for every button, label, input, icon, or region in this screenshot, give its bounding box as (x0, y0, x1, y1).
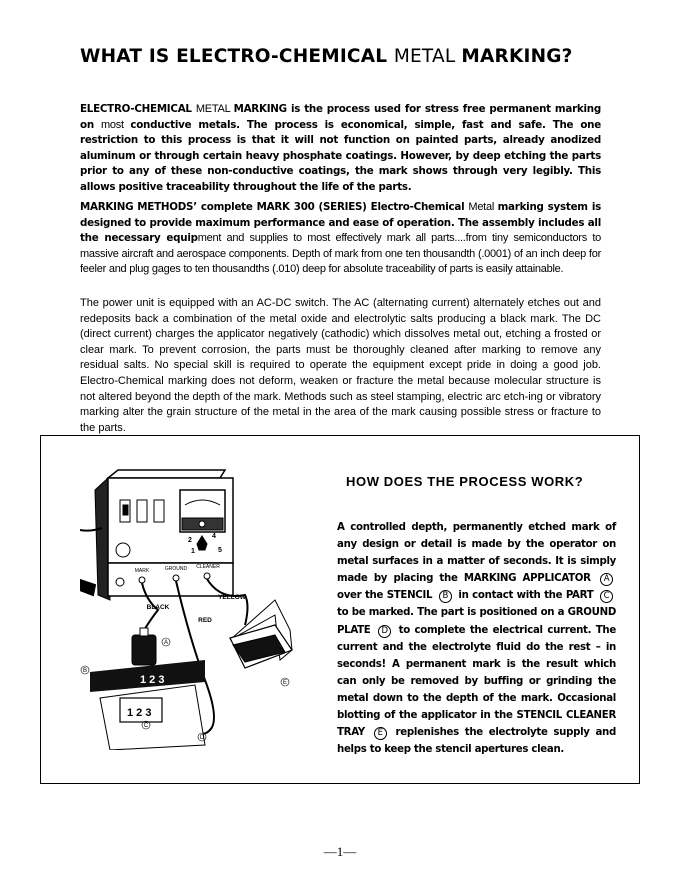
text: replenishes the electrolyte supply and helps to keep the stencil apertures clean. (337, 727, 616, 756)
text: METAL (195, 103, 234, 115)
black-wire-label: BLACK (146, 604, 170, 611)
callout-a: A (163, 640, 169, 646)
text: over the STENCIL (337, 590, 436, 602)
knob-number: 1 (191, 548, 195, 555)
callout-c: C (143, 723, 149, 729)
text: A controlled depth, permanently etched mark of any design or detail is made by the operator on metal surfaces in a matter of seconds. It is simply made by placing the MARKING APPLICATOR (337, 522, 616, 585)
marking-applicator (132, 628, 156, 665)
power-unit-paragraph: The power unit is equipped with an AC-DC switch. The AC (alternating current) alternately etches out and redeposits back a combination of the metal oxide and electrolytic salts producing a black mark. The DC (direct current) charges the applicator negatively (cathodic) which dissolves metal out, etching a frosted or clear mark. To prevent corrosion, the parts must be thoroughly cleaned after marking to remove any residual salts. No special skill is required to operate the equipment except pride in doing a good job. Electro-Chemical marking does not deform, weaken or fracture the metal because molecular structure is not altered beyond the depth of the mark. Methods such as steel stamping, electric arc etch-ing or vibratory marking alter the grain structure of the metal in the area of the mark causing possible stress or fracture to the parts. (80, 297, 601, 434)
text: ELECTRO-CHEMICAL (80, 103, 196, 115)
jack-label: GROUND (164, 566, 188, 572)
callout-e-marker: E (374, 727, 387, 740)
text: to be marked. The part is positioned on a GROUND PLATE (337, 607, 616, 636)
text: MARKING is the process used for stress free permanent marking on (80, 103, 601, 131)
text: MARKING METHODS’ complete MARK 300 (SERIES) Electro-Chemical (80, 201, 469, 213)
page-number: —1— (323, 844, 357, 859)
callout-b: B (82, 668, 88, 674)
callout-d-marker: D (378, 625, 391, 638)
text: in contact with the PART (454, 590, 597, 602)
ground-plate (100, 685, 205, 750)
callout-c-marker: C (600, 590, 613, 603)
title-part: METAL (393, 46, 462, 67)
title-part: MARKING? (461, 46, 573, 67)
callout-a-marker: A (600, 573, 613, 586)
yellow-wire-label: YELLOW (218, 594, 246, 601)
text: ment and supplies to most effectively mark all parts....from tiny semiconductors to massive aircraft and aerospace components. Depth of mark from one ten thousandth (.0001) of an inch deep for feeler and plug gages to ten thousandths (.010) deep for absolute traceability of parts is easily attainable. (80, 232, 601, 276)
callout-d: D (199, 735, 205, 741)
jack-label: MARK (134, 568, 150, 574)
process-description (337, 519, 616, 758)
system-paragraph (80, 200, 601, 278)
intro-paragraph (80, 102, 601, 196)
knob-number: 5 (218, 547, 222, 554)
title-part: WHAT IS ELECTRO-CHEMICAL (80, 46, 394, 67)
knob-number: 2 (188, 537, 192, 544)
text: to complete the electrical current. The current and the electrolyte fluid do the rest – in seconds! A permanent mark is the result which can only be removed by buffing or grinding the metal down to the depth of the mark. Occasional blotting of the applicator in the STENCIL CLEANER TRAY (337, 624, 616, 739)
red-wire-label: RED (198, 617, 212, 624)
text: marking system is designed to provide maximum performance and ease of operation. The assembly includes all the necessary equip (80, 201, 601, 245)
part-text: 1 2 3 (127, 707, 152, 719)
stencil-cleaner-tray (230, 600, 292, 668)
knob-number: 4 (212, 533, 216, 540)
text: most (100, 118, 131, 131)
page-title (80, 46, 573, 67)
marking-system-illustration (80, 460, 320, 750)
text: Metal (468, 201, 498, 213)
stencil-text: 1 2 3 (140, 674, 165, 686)
callout-e: E (282, 680, 288, 686)
text: conductive metals. The process is economical, simple, fast and safe. The one restriction to this process is that it will not function on painted parts, already anodized aluminum or through certain heavy phosphate coatings. However, by deep etching the parts prior to any of these non-conductive coatings, the mark shows through very legibly. This allows positive traceability throughout the life of the parts. (80, 118, 601, 193)
jack-label: CLEANER (196, 564, 220, 570)
callout-b-marker: B (439, 590, 452, 603)
process-heading: HOW DOES THE PROCESS WORK? (346, 474, 584, 489)
